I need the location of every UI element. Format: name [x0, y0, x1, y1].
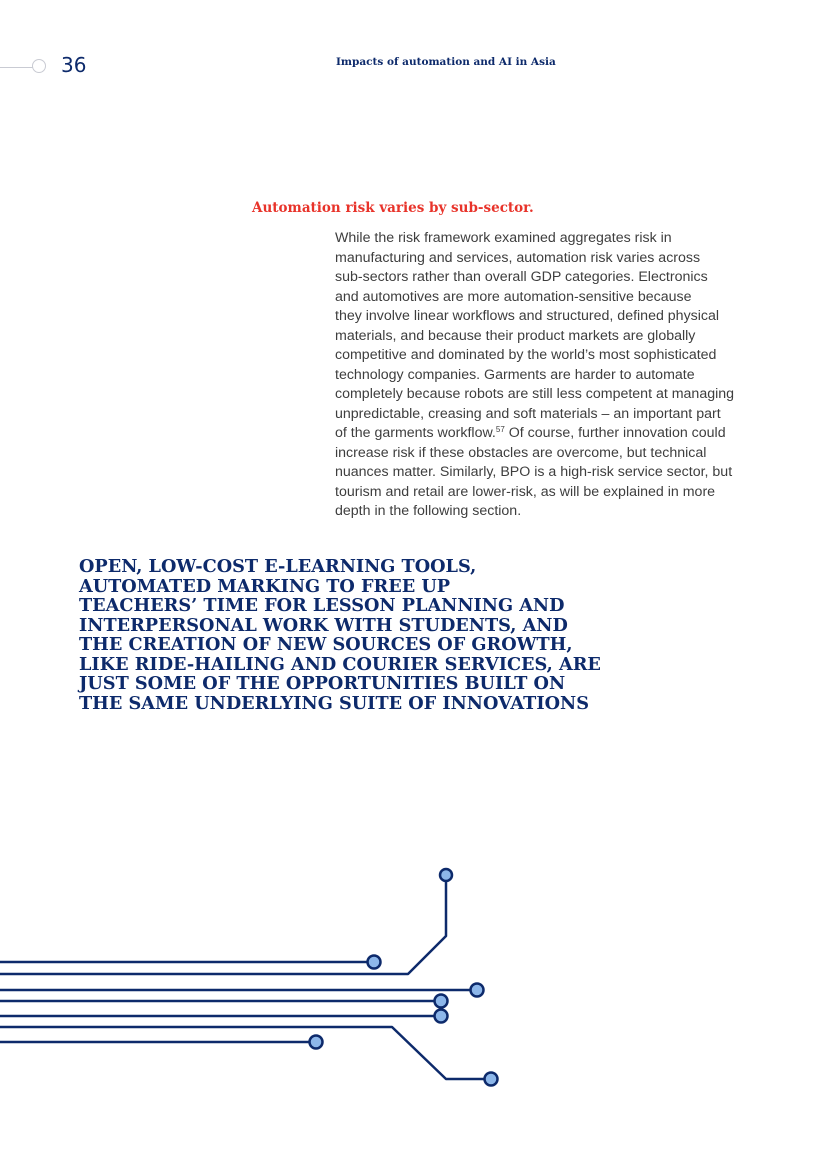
body-line: completely because robots are still less competent at managing [335, 386, 735, 402]
running-title: Impacts of automation and AI in Asia [336, 56, 556, 68]
body-line: manufacturing and services, automation risk varies across [335, 249, 701, 266]
pull-quote-line: TEACHERS’ TIME FOR LESSON PLANNING AND [79, 595, 565, 616]
circuit-node [310, 1036, 323, 1049]
circuit-node [368, 956, 381, 969]
section-heading: Automation risk varies by sub-sector. [252, 200, 534, 216]
pull-quote [79, 557, 639, 713]
circuit-trace [0, 1027, 484, 1079]
circuit-node [440, 869, 452, 881]
pull-quote-line: LIKE RIDE-HAILING AND COURIER SERVICES, ARE [79, 653, 601, 675]
circuit-node [485, 1073, 498, 1086]
body-line: competitive and dominated by the world’s most sophisticated [335, 347, 717, 363]
body-line: tourism and retail are lower-risk, as will be explained in more [335, 483, 716, 500]
body-text-segment: Of course, further innovation could [504, 425, 726, 441]
body-line: increase risk if these obstacles are overcome, but technical [335, 444, 707, 461]
body-line: and automotives are more automation-sensitive because [335, 288, 692, 305]
body-line: nuances matter. Similarly, BPO is a high-risk service sector, but [335, 464, 733, 480]
pull-quote-line: JUST SOME OF THE OPPORTUNITIES BUILT ON [79, 673, 566, 694]
body-line-with-footnote [335, 424, 755, 444]
pull-quote-line: THE CREATION OF NEW SOURCES OF GROWTH, [79, 634, 573, 655]
body-line: unpredictable, creasing and soft materials – an important part [335, 405, 721, 422]
header-circle-icon [32, 59, 46, 73]
body-line: depth in the following section. [335, 503, 522, 519]
body-line: they involve linear workflows and structured, defined physical [335, 308, 720, 324]
pull-quote-line: THE SAME UNDERLYING SUITE OF INNOVATIONS [79, 692, 589, 714]
page-number: 36 [61, 53, 87, 77]
body-line: sub-sectors rather than overall GDP categories. Electronics [335, 269, 708, 285]
circuit-node [435, 995, 448, 1008]
pull-quote-line: OPEN, LOW-COST E-LEARNING TOOLS, [79, 556, 477, 577]
circuit-node [471, 984, 484, 997]
circuit-board-illustration [0, 860, 520, 1100]
body-text-segment: of the garments workflow. [335, 425, 496, 441]
body-line: technology companies. Garments are harder to automate [335, 366, 695, 383]
circuit-node [435, 1010, 448, 1023]
body-line: materials, and because their product markets are globally [335, 327, 696, 344]
pull-quote-line: INTERPERSONAL WORK WITH STUDENTS, AND [79, 614, 568, 636]
header-rule [0, 67, 33, 68]
body-line: While the risk framework examined aggregates risk in [335, 230, 672, 246]
body-paragraph [335, 229, 755, 522]
pull-quote-line: AUTOMATED MARKING TO FREE UP [79, 575, 451, 597]
footnote-reference[interactable]: 57 [495, 425, 505, 434]
